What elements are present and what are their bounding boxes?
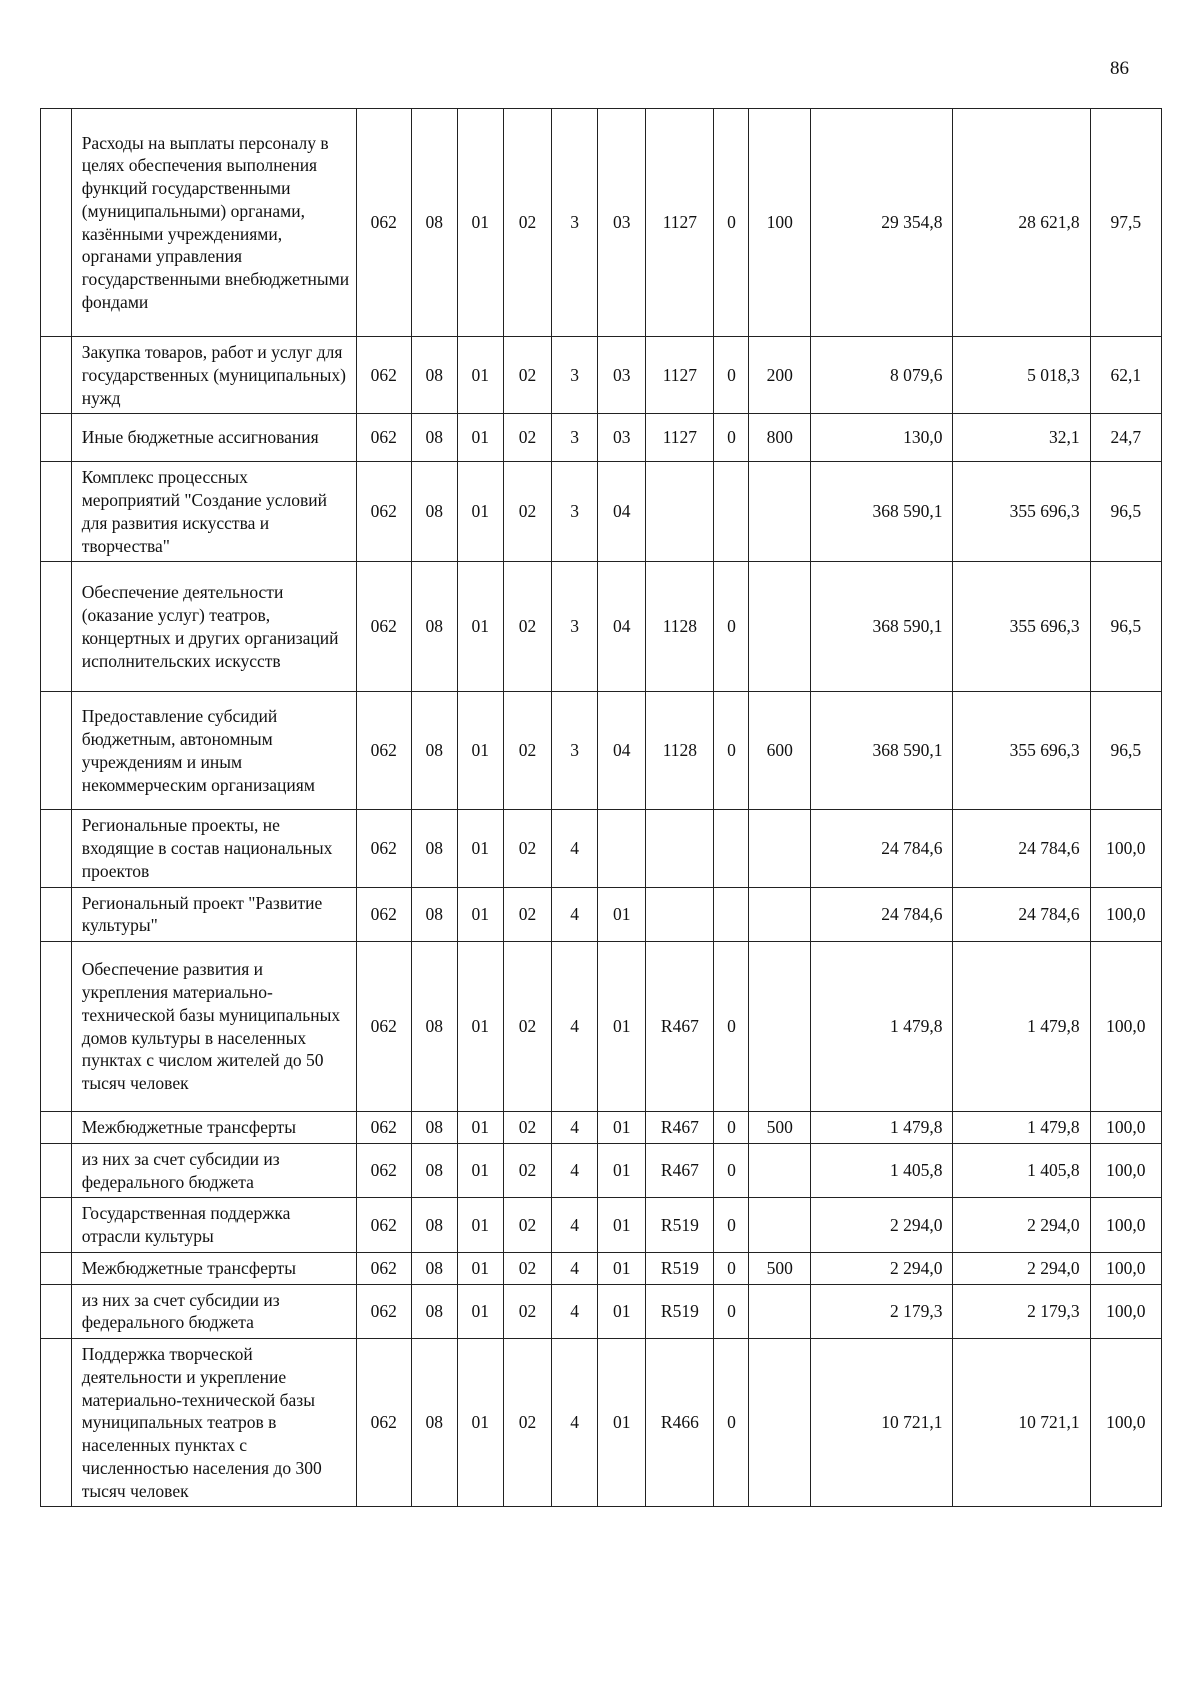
code-section: 08 <box>411 562 457 692</box>
code-ministry: 062 <box>356 810 411 887</box>
code-section: 08 <box>411 109 457 337</box>
code-program-type: 4 <box>552 1284 598 1339</box>
budget-item-name: Расходы на выплаты персоналу в целях обеспечения выполнения функций государственными (муниципальными) органами, казёнными учреждениями, органами управления государственными внебюджетными фондами <box>71 109 356 337</box>
row-index-cell <box>41 1112 72 1144</box>
code-ministry: 062 <box>356 462 411 562</box>
code-section: 08 <box>411 1252 457 1284</box>
execution-percent: 96,5 <box>1090 562 1161 692</box>
table-row <box>41 1252 1162 1284</box>
code-ministry: 062 <box>356 692 411 810</box>
executed-amount: 24 784,6 <box>953 810 1090 887</box>
code-direction: 1127 <box>646 109 714 337</box>
budget-item-name: Закупка товаров, работ и услуг для государственных (муниципальных) нужд <box>71 337 356 414</box>
code-subdirection <box>714 810 749 887</box>
code-direction: R519 <box>646 1198 714 1253</box>
code-direction: 1128 <box>646 562 714 692</box>
code-structural-element: 04 <box>598 692 646 810</box>
code-structural-element: 01 <box>598 1339 646 1507</box>
executed-amount: 355 696,3 <box>953 562 1090 692</box>
code-ministry: 062 <box>356 109 411 337</box>
code-subdirection: 0 <box>714 692 749 810</box>
code-structural-element: 01 <box>598 942 646 1112</box>
code-expense-type <box>749 462 810 562</box>
execution-percent: 100,0 <box>1090 1198 1161 1253</box>
table-row <box>41 414 1162 462</box>
planned-amount: 368 590,1 <box>810 692 953 810</box>
budget-execution-table <box>40 108 1162 1507</box>
budget-item-name: Комплекс процессных мероприятий "Создание условий для развития искусства и творчества" <box>71 462 356 562</box>
budget-item-name: Иные бюджетные ассигнования <box>71 414 356 462</box>
code-expense-type <box>749 942 810 1112</box>
code-direction: R519 <box>646 1284 714 1339</box>
code-subdirection: 0 <box>714 1198 749 1253</box>
execution-percent: 100,0 <box>1090 1143 1161 1198</box>
code-subdirection: 0 <box>714 942 749 1112</box>
code-program-type: 3 <box>552 462 598 562</box>
code-subsection: 01 <box>457 810 503 887</box>
code-structural-element: 01 <box>598 887 646 942</box>
code-program: 02 <box>503 337 551 414</box>
code-subdirection <box>714 462 749 562</box>
code-ministry: 062 <box>356 1284 411 1339</box>
code-expense-type <box>749 810 810 887</box>
code-structural-element: 03 <box>598 109 646 337</box>
table-row <box>41 1143 1162 1198</box>
code-program: 02 <box>503 1339 551 1507</box>
row-index-cell <box>41 942 72 1112</box>
row-index-cell <box>41 1252 72 1284</box>
code-program-type: 4 <box>552 1252 598 1284</box>
code-structural-element: 01 <box>598 1143 646 1198</box>
code-ministry: 062 <box>356 1252 411 1284</box>
execution-percent: 100,0 <box>1090 887 1161 942</box>
code-subsection: 01 <box>457 1339 503 1507</box>
code-expense-type: 200 <box>749 337 810 414</box>
code-direction: R519 <box>646 1252 714 1284</box>
code-section: 08 <box>411 692 457 810</box>
code-expense-type: 800 <box>749 414 810 462</box>
executed-amount: 355 696,3 <box>953 692 1090 810</box>
code-direction: 1127 <box>646 337 714 414</box>
execution-percent: 97,5 <box>1090 109 1161 337</box>
code-expense-type <box>749 887 810 942</box>
code-subsection: 01 <box>457 462 503 562</box>
executed-amount: 32,1 <box>953 414 1090 462</box>
budget-item-name: из них за счет субсидии из федерального бюджета <box>71 1143 356 1198</box>
budget-item-name: Межбюджетные трансферты <box>71 1112 356 1144</box>
code-program-type: 3 <box>552 109 598 337</box>
code-subdirection: 0 <box>714 1112 749 1144</box>
code-program: 02 <box>503 462 551 562</box>
code-section: 08 <box>411 810 457 887</box>
planned-amount: 1 405,8 <box>810 1143 953 1198</box>
code-subsection: 01 <box>457 1252 503 1284</box>
code-expense-type: 500 <box>749 1112 810 1144</box>
budget-item-name: Региональные проекты, не входящие в состав национальных проектов <box>71 810 356 887</box>
code-program-type: 4 <box>552 1143 598 1198</box>
code-subdirection: 0 <box>714 1252 749 1284</box>
execution-percent: 24,7 <box>1090 414 1161 462</box>
code-section: 08 <box>411 887 457 942</box>
code-program: 02 <box>503 1252 551 1284</box>
code-program-type: 3 <box>552 414 598 462</box>
code-direction <box>646 810 714 887</box>
page-number: 86 <box>1110 58 1129 79</box>
table-row <box>41 942 1162 1112</box>
execution-percent: 100,0 <box>1090 942 1161 1112</box>
table-row <box>41 462 1162 562</box>
code-expense-type <box>749 1143 810 1198</box>
code-structural-element: 04 <box>598 462 646 562</box>
planned-amount: 368 590,1 <box>810 462 953 562</box>
code-subsection: 01 <box>457 942 503 1112</box>
code-program: 02 <box>503 887 551 942</box>
code-direction: R466 <box>646 1339 714 1507</box>
execution-percent: 96,5 <box>1090 462 1161 562</box>
code-program-type: 4 <box>552 810 598 887</box>
executed-amount: 1 405,8 <box>953 1143 1090 1198</box>
planned-amount: 24 784,6 <box>810 887 953 942</box>
code-section: 08 <box>411 414 457 462</box>
code-section: 08 <box>411 1198 457 1253</box>
code-direction <box>646 462 714 562</box>
row-index-cell <box>41 887 72 942</box>
row-index-cell <box>41 109 72 337</box>
code-program-type: 3 <box>552 562 598 692</box>
code-subdirection: 0 <box>714 1284 749 1339</box>
table-row <box>41 1339 1162 1507</box>
execution-percent: 100,0 <box>1090 1284 1161 1339</box>
code-subsection: 01 <box>457 1284 503 1339</box>
code-expense-type <box>749 1284 810 1339</box>
planned-amount: 130,0 <box>810 414 953 462</box>
code-expense-type <box>749 562 810 692</box>
executed-amount: 28 621,8 <box>953 109 1090 337</box>
execution-percent: 100,0 <box>1090 810 1161 887</box>
table-row <box>41 887 1162 942</box>
row-index-cell <box>41 562 72 692</box>
code-direction: 1127 <box>646 414 714 462</box>
code-program-type: 4 <box>552 887 598 942</box>
table-row <box>41 562 1162 692</box>
code-program-type: 4 <box>552 942 598 1112</box>
execution-percent: 100,0 <box>1090 1339 1161 1507</box>
code-section: 08 <box>411 462 457 562</box>
code-structural-element: 03 <box>598 414 646 462</box>
code-subsection: 01 <box>457 414 503 462</box>
code-subsection: 01 <box>457 887 503 942</box>
code-ministry: 062 <box>356 562 411 692</box>
code-structural-element <box>598 810 646 887</box>
code-structural-element: 01 <box>598 1252 646 1284</box>
planned-amount: 2 179,3 <box>810 1284 953 1339</box>
budget-item-name: из них за счет субсидии из федерального бюджета <box>71 1284 356 1339</box>
code-program: 02 <box>503 692 551 810</box>
executed-amount: 1 479,8 <box>953 1112 1090 1144</box>
code-program-type: 3 <box>552 337 598 414</box>
execution-percent: 100,0 <box>1090 1252 1161 1284</box>
code-subsection: 01 <box>457 1143 503 1198</box>
code-direction: 1128 <box>646 692 714 810</box>
code-program: 02 <box>503 1198 551 1253</box>
budget-item-name: Региональный проект "Развитие культуры" <box>71 887 356 942</box>
code-program: 02 <box>503 942 551 1112</box>
execution-percent: 96,5 <box>1090 692 1161 810</box>
code-expense-type: 500 <box>749 1252 810 1284</box>
code-expense-type <box>749 1339 810 1507</box>
planned-amount: 368 590,1 <box>810 562 953 692</box>
row-index-cell <box>41 462 72 562</box>
planned-amount: 10 721,1 <box>810 1339 953 1507</box>
code-structural-element: 01 <box>598 1284 646 1339</box>
code-structural-element: 01 <box>598 1112 646 1144</box>
row-index-cell <box>41 337 72 414</box>
budget-item-name: Предоставление субсидий бюджетным, автономным учреждениям и иным некоммерческим организациям <box>71 692 356 810</box>
code-program: 02 <box>503 109 551 337</box>
code-subdirection: 0 <box>714 337 749 414</box>
code-subsection: 01 <box>457 692 503 810</box>
executed-amount: 24 784,6 <box>953 887 1090 942</box>
executed-amount: 1 479,8 <box>953 942 1090 1112</box>
code-subdirection <box>714 887 749 942</box>
row-index-cell <box>41 810 72 887</box>
code-ministry: 062 <box>356 414 411 462</box>
table-row <box>41 810 1162 887</box>
code-section: 08 <box>411 1143 457 1198</box>
code-ministry: 062 <box>356 887 411 942</box>
row-index-cell <box>41 1339 72 1507</box>
code-subsection: 01 <box>457 337 503 414</box>
code-program: 02 <box>503 1143 551 1198</box>
code-direction: R467 <box>646 1112 714 1144</box>
table-row <box>41 1112 1162 1144</box>
code-subsection: 01 <box>457 1198 503 1253</box>
code-structural-element: 04 <box>598 562 646 692</box>
planned-amount: 2 294,0 <box>810 1198 953 1253</box>
code-program-type: 3 <box>552 692 598 810</box>
table-row <box>41 1284 1162 1339</box>
executed-amount: 5 018,3 <box>953 337 1090 414</box>
table-row <box>41 692 1162 810</box>
row-index-cell <box>41 1143 72 1198</box>
code-program-type: 4 <box>552 1339 598 1507</box>
code-subdirection: 0 <box>714 109 749 337</box>
row-index-cell <box>41 1198 72 1253</box>
code-subdirection: 0 <box>714 1339 749 1507</box>
code-section: 08 <box>411 1284 457 1339</box>
code-section: 08 <box>411 337 457 414</box>
code-expense-type <box>749 1198 810 1253</box>
table-row <box>41 337 1162 414</box>
code-subsection: 01 <box>457 109 503 337</box>
code-direction <box>646 887 714 942</box>
budget-item-name: Государственная поддержка отрасли культуры <box>71 1198 356 1253</box>
executed-amount: 10 721,1 <box>953 1339 1090 1507</box>
code-structural-element: 03 <box>598 337 646 414</box>
table-row <box>41 109 1162 337</box>
code-ministry: 062 <box>356 1143 411 1198</box>
code-subdirection: 0 <box>714 1143 749 1198</box>
table-row <box>41 1198 1162 1253</box>
code-section: 08 <box>411 942 457 1112</box>
code-section: 08 <box>411 1112 457 1144</box>
code-structural-element: 01 <box>598 1198 646 1253</box>
code-ministry: 062 <box>356 1339 411 1507</box>
row-index-cell <box>41 1284 72 1339</box>
code-ministry: 062 <box>356 942 411 1112</box>
code-program: 02 <box>503 414 551 462</box>
code-subdirection: 0 <box>714 414 749 462</box>
budget-item-name: Межбюджетные трансферты <box>71 1252 356 1284</box>
code-direction: R467 <box>646 1143 714 1198</box>
code-direction: R467 <box>646 942 714 1112</box>
code-ministry: 062 <box>356 1198 411 1253</box>
code-ministry: 062 <box>356 337 411 414</box>
executed-amount: 2 294,0 <box>953 1198 1090 1253</box>
budget-item-name: Поддержка творческой деятельности и укрепление материально-технической базы муниципальных театров в населенных пунктах с численностью населения до 300 тысяч человек <box>71 1339 356 1507</box>
code-subdirection: 0 <box>714 562 749 692</box>
code-program: 02 <box>503 1284 551 1339</box>
code-expense-type: 600 <box>749 692 810 810</box>
budget-item-name: Обеспечение деятельности (оказание услуг) театров, концертных и других организаций исполнительских искусств <box>71 562 356 692</box>
executed-amount: 355 696,3 <box>953 462 1090 562</box>
code-ministry: 062 <box>356 1112 411 1144</box>
executed-amount: 2 294,0 <box>953 1252 1090 1284</box>
code-section: 08 <box>411 1339 457 1507</box>
code-program: 02 <box>503 810 551 887</box>
code-program: 02 <box>503 1112 551 1144</box>
row-index-cell <box>41 692 72 810</box>
code-program: 02 <box>503 562 551 692</box>
executed-amount: 2 179,3 <box>953 1284 1090 1339</box>
execution-percent: 100,0 <box>1090 1112 1161 1144</box>
code-subsection: 01 <box>457 1112 503 1144</box>
budget-item-name: Обеспечение развития и укрепления материально-технической базы муниципальных домов культуры в населенных пунктах с числом жителей до 50 тысяч человек <box>71 942 356 1112</box>
planned-amount: 24 784,6 <box>810 810 953 887</box>
code-subsection: 01 <box>457 562 503 692</box>
code-expense-type: 100 <box>749 109 810 337</box>
planned-amount: 29 354,8 <box>810 109 953 337</box>
code-program-type: 4 <box>552 1198 598 1253</box>
code-program-type: 4 <box>552 1112 598 1144</box>
planned-amount: 1 479,8 <box>810 1112 953 1144</box>
execution-percent: 62,1 <box>1090 337 1161 414</box>
planned-amount: 8 079,6 <box>810 337 953 414</box>
row-index-cell <box>41 414 72 462</box>
planned-amount: 1 479,8 <box>810 942 953 1112</box>
planned-amount: 2 294,0 <box>810 1252 953 1284</box>
